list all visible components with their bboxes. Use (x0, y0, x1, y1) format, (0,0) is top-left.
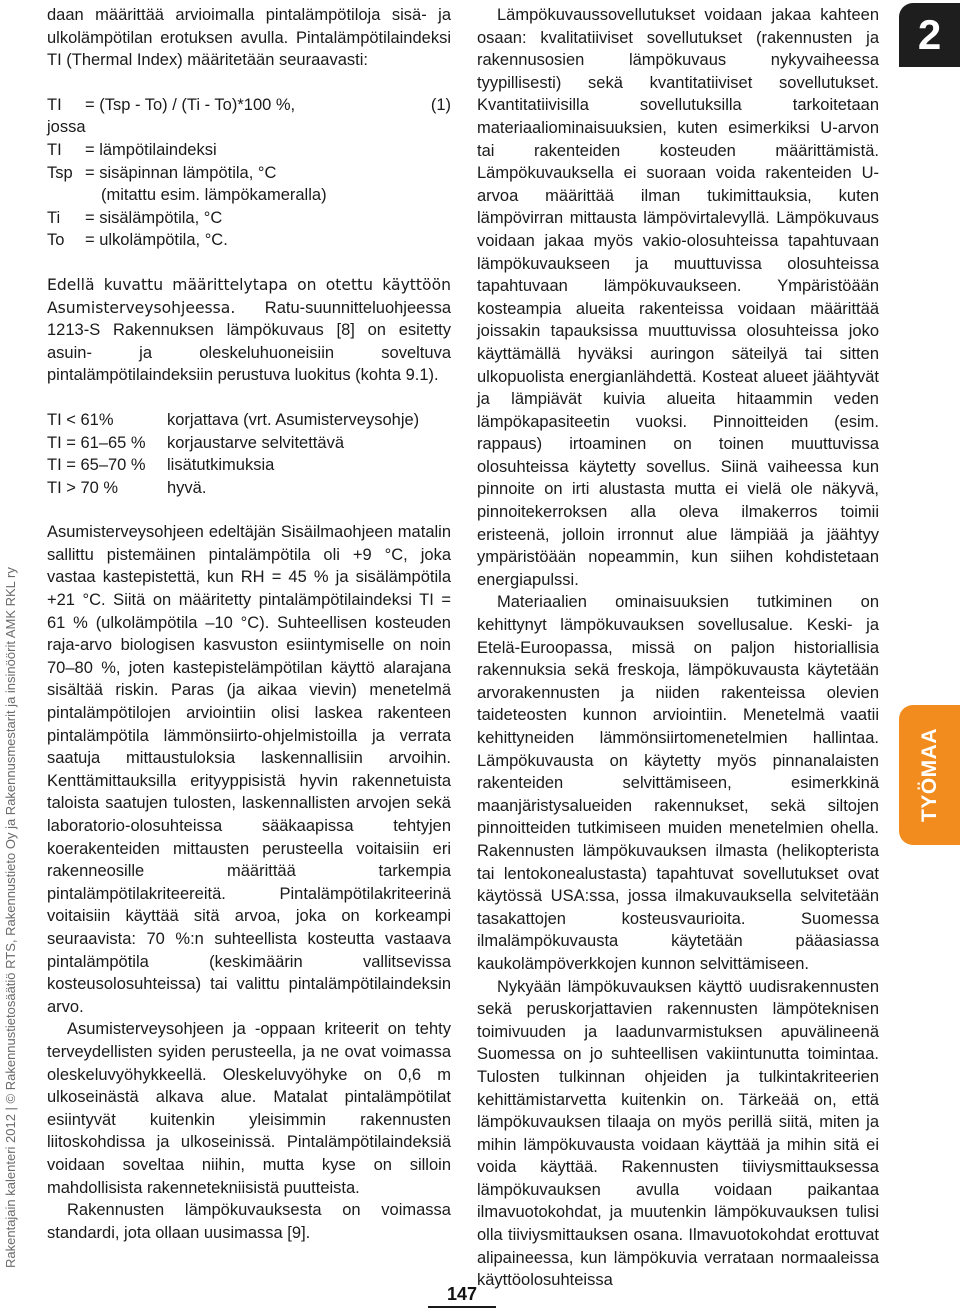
chapter-number-tab: 2 (899, 3, 960, 67)
formula-def-desc: = ulkolämpötila, °C. (85, 231, 228, 250)
spacer (47, 387, 451, 409)
page-number: 147 (446, 1284, 478, 1304)
right-paragraph-3: Nykyään lämpökuvauksen käyttö uudisrakennusten sekä peruskorjattavien rakennusten lämpöteknisen toimivuuden ja laadunvarmistuksen apuvälineenä Suomessa on jo suhteellisen vakiintunutta toimintaa. Tulosten tulkinnan ohjeiden ja tulkintakriteerien kehittämistarvetta kuitenkin on. Tärkeää on, että lämpökuvauksen tilaaja on myös perillä siitä, miten ja mihin lämpökuvausta voidaan käyttää ja mihin sitä ei voida käyttää. Rakennusten tiiviysmittauksessa lämpökuvauksen avulla voidaan paikantaa ilmavuotokohdat, ja muutenkin lämpökuvauksen tulisi olla tiiviysmittauksen osana. Ilmavuotokohdat erottuvat alipaineessa, kun lämpökuvia verrataan normaaleissa käyttöolosuhteissa (477, 977, 879, 1290)
page-number-underline (428, 1306, 496, 1308)
classification-desc: korjaustarve selvitettävä (167, 433, 344, 452)
formula-rhs: = (Tsp - To) / (Ti - To)*100 %, (85, 95, 296, 114)
section-tab (899, 705, 960, 845)
right-column (477, 4, 879, 1292)
classification-range: TI = 61–65 % (47, 433, 146, 452)
formula-number: (1) (430, 95, 451, 114)
formula-def-continuation: (mitattu esim. lämpökameralla) (101, 186, 327, 205)
formula-def-symbol: Tsp (47, 163, 73, 182)
formula-def-desc: = sisälämpötila, °C (85, 208, 223, 227)
left-column (47, 4, 451, 1244)
section-tab-label: TYÖMAA (918, 728, 941, 822)
formula-def-row (47, 162, 451, 185)
formula-lhs: TI (47, 95, 62, 114)
classification-list (47, 409, 451, 499)
formula-def-desc: = lämpötilaindeksi (85, 140, 217, 159)
left-paragraph-4: Asumisterveysohjeen ja -oppaan kriteerit on tehty terveydellisten syiden perusteella, ja ne ovat voimassa oleskeluvyöhykkeellä. Oleskeluvyöhyke on 0,6 m ulkoseinästä alkava alue. Matalat pintalämpötilat esiintyvät kuitenkin yleisimmin rakennusten liitoskohdissa ja ulkoseinissä. Pintalämpötilaindeksiä voidaan soveltaa niihin, mutta kyse on silloin mahdollisista rakennetekniisistä puutteista. (47, 1020, 451, 1197)
formula-jossa: jossa (47, 118, 86, 137)
spacer (47, 499, 451, 521)
classification-range: TI < 61% (47, 410, 114, 429)
formula-block (47, 94, 451, 252)
classification-row (47, 409, 451, 432)
left-paragraph-3: Asumisterveysohjeen edeltäjän Sisäilmaohjeen matalin sallittu pistemäinen pintalämpötila oli +9 °C, joka vastaa kastepistettä, kun RH = 45 % ja sisälämpötila +21 °C. Siitä on määritetty pintalämpötilaindeksi TI = 61 % (ulkolämpötila –10 °C). Suhteellisen kosteuden raja-arvo biologisen kasvuston esiintymiselle on noin 70–80 %, joten kastepistelämpötilan käyttö alarajana sisältää riskin. Paras (ja aikaa vievin) menetelmä pintalämpötilojen arviointiin olisi laskea rakenteen pintalämpötila lämmönsiirto-ohjelmistoilla ja verrata saatuja mittaustuloksia laskennallisiin arvoihin. Kenttämittauksilla erityyppisistä hyvin rakennetuista taloista saatujen tulosten, laskennallisten arvojen sekä laboratorio-olosuhteissa sääkaapissa tehtyjen koerakenteiden mittausten perusteella voitaisiin eri rakenneosille määrittää tarkempia pintalämpötilakriteereitä. Pintalämpötilakriteerinä voitaisiin käyttää sitä arvoa, joka on korkeampi seuraavista: 70 %:n suhteellista kosteutta vastaava pintalämpötila (keskimäärin vallitsevissa kosteusolosuhteissa) tai valittu pintalämpötilaindeksin arvo. (47, 523, 451, 1016)
classification-row (47, 477, 451, 500)
left-paragraph-5: Rakennusten lämpökuvauksesta on voimassa standardi, jota ollaan uusimassa [9]. (47, 1201, 451, 1242)
classification-range: TI = 65–70 % (47, 456, 146, 475)
classification-range: TI > 70 % (47, 478, 119, 497)
formula-def-row (47, 207, 451, 230)
left-paragraph-2 (47, 274, 451, 387)
right-paragraph-1: Lämpökuvaussovellutukset voidaan jakaa kahteen osaan: kvalitatiiviset sovellutukset (rakennusten ja rakennusosien lämpökuvaus nykyvaiheessa tyypillisesti) sekä kvantitatiiviset sovellutukset. Kvantitatiivisilla sovellutuksilla tarkoitetaan materiaaliominaisuuksien, kuten esimerkiksi U-arvon tai rakenteiden kosteuden määrittämistä. Lämpökuvauksella ei suoraan voida rakenteiden U-arvoa määrittää ilman tukimittauksia, kuten lämpövirran mittausta lämpövirtalevyllä. Lämpökuvaus voidaan jakaa myös vakio-olosuhteissa tapahtuvaan lämpökuvaukseen ja muuttuvissa olosuhteissa tapahtuvaan lämpökuvaukseen. Ympäristöään kosteampia alueita rakenteissa voidaan määrittää joissakin tapauksissa muuttuvissa olosuhteissa joko käyttämällä hyväksi auringon säteilyä tai sitten ulkopuolista energianlähdettä. Kosteat alueet jäähtyvät ja lämpiävät kuivia alueita hitaammin veden lämpökapasiteetin vuoksi. Pinnoitteiden (esim. rappaus) irtoaminen on toinen muuttuvissa olosuhteissa käytetty sovellus. Siinä vaiheessa kun pinnoite on irti alustasta mutta ei vielä ole näkyvä, pinnoitekerroksen alla oleva ilmakerros toimii eristeenä, jolloin irronnut alue lämpiää ja jäähtyy ympäristöään nopeammin, kun siihen kohdistetaan energiapulssi. (477, 6, 879, 589)
left-paragraph-1: daan määrittää arvioimalla pintalämpötiloja sisä- ja ulkolämpötilan erotuksen avulla. Pintalämpötilaindeksi TI (Thermal Index) määritetään seuraavasti: (47, 6, 451, 70)
spacer (47, 252, 451, 274)
formula-equation (47, 94, 451, 117)
left-paragraph-2-lead: Edellä kuvattu määrittelytapa on otettu käyttöön Asumisterveysohjeessa. (47, 275, 451, 317)
classification-row (47, 454, 451, 477)
classification-desc: hyvä. (167, 478, 207, 497)
classification-row (47, 432, 451, 455)
formula-def-symbol: To (47, 231, 65, 250)
spacer (47, 72, 451, 94)
classification-desc: korjattava (vrt. Asumisterveysohje) (167, 410, 420, 429)
right-paragraph-2: Materiaalien ominaisuuksien tutkiminen on kehittynyt lämpökuvauksen sovellusalue. Keski- ja Etelä-Euroopassa, missä on paljon historiallisia rakennuksia sekä freskoja, lämpökuvausta käytetään arvorakennusten ja niiden rakenteissa olevien taideteosten kunnon arviointiin. Menetelmä vaatii kehittyneiden lämmönsiirtomenetelmien hallintaa. Lämpökuvausta on käytetty myös pinnanalaisten rakenteiden selvittämiseen, esimerkkinä maanjäristysalueiden rakennukset, sekä siltojen pinnoitteiden tutkimiseen muiden menetelmien ohella. Rakennusten lämpökuvauksen ilmasta (helikopterista tai lentokonealustasta) tapahtuvat sovellutukset ovat käytössä USA:ssa, jossa ilmakuvauksella selvitetään tasakattojen kosteusvaurioita. Suomessa ilmalämpökuvausta käytetään pääasiassa kaukolämpöverkkojen kunnon selvittämiseen. (477, 593, 879, 973)
formula-def-row (47, 229, 451, 252)
formula-def-symbol: Ti (47, 208, 61, 227)
formula-def-row (47, 139, 451, 162)
left-paragraph-2-rest: Ratu-suunnitteluohjeessa 1213-S Rakennuksen lämpökuvaus [8] on esitetty asuin- ja oleskeluhuoneisiin soveltuva pintalämpötilaindeksiin perustuva luokitus (kohta 9.1). (47, 298, 451, 385)
sidebar-copyright-text: Rakentajain kalenteri 2012 | © Rakennustietosäätiö RTS, Rakennustieto Oy ja Rakennusmestarit ja insinöörit AMK RKL ry (3, 567, 18, 1268)
formula-def-desc: = sisäpinnan lämpötila, °C (85, 163, 277, 182)
formula-def-symbol: TI (47, 140, 62, 159)
classification-desc: lisätutkimuksia (167, 456, 275, 475)
